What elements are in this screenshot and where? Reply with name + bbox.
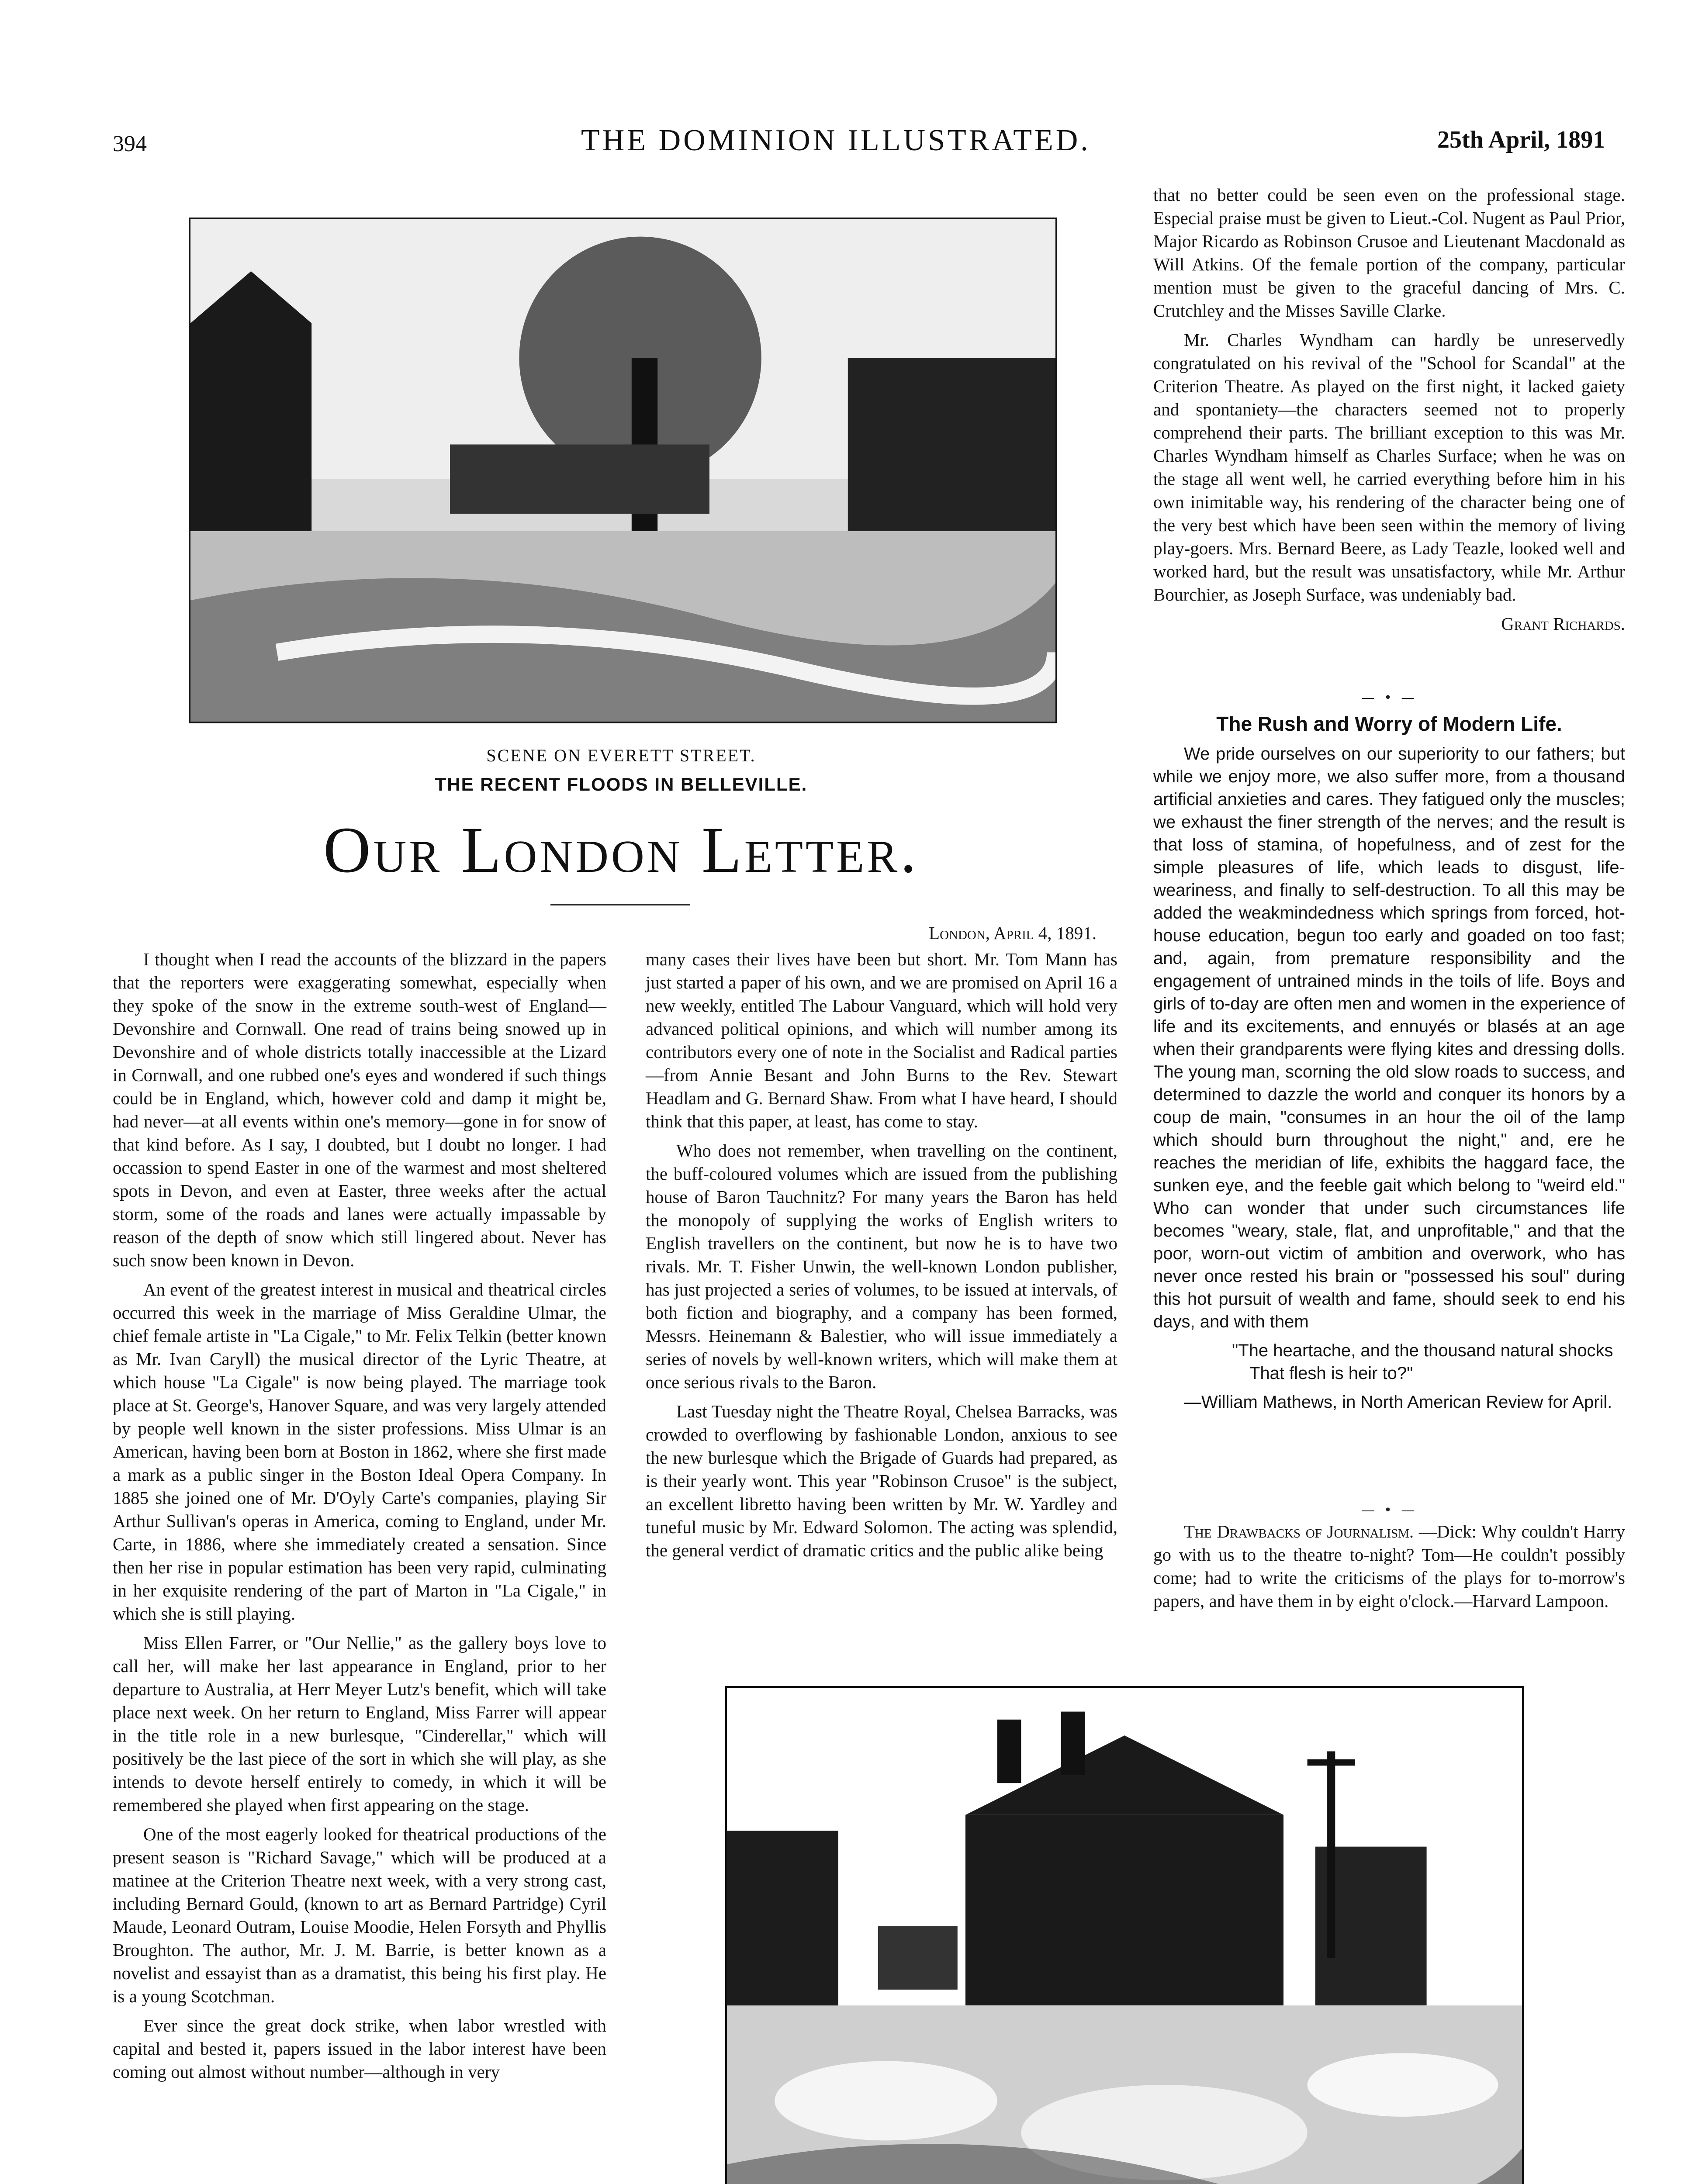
attribution: —William Mathews, in North American Review for April. — [1184, 1393, 1612, 1412]
drawbacks-text: —Dick: Why couldn't Harry go with us to the theatre to-night? Tom—He couldn't possibly come; had to write the criticisms of the plays for to-morrow's papers, and have them in by eight o'clock.—Harvard Lampoon. — [1153, 1521, 1626, 1611]
drawbacks-title: The Drawbacks of Journalism. — [1184, 1521, 1414, 1541]
paragraph: Ever since the great dock strike, when labor wrestled with capital and bested it, papers issued in the labor interest have been coming out almost without number—although in very — [113, 2015, 606, 2082]
sidebar-title: The Rush and Worry of Modern Life. — [1216, 712, 1562, 735]
ornament-divider: — • — — [1361, 690, 1417, 705]
drawbacks-item — [1153, 1520, 1625, 1613]
article-column-3 — [1153, 183, 1625, 636]
article-title: Our London Letter. — [323, 814, 919, 886]
article-column-1 — [113, 948, 606, 2090]
paragraph: Last Tuesday night the Theatre Royal, Chelsea Barracks, was crowded to overflowing by fashionable London, anxious to see the new burlesque which the Brigade of Guards had prepared, as is their yearly wont. This year "Robinson Crusoe" is the subject, an excellent libretto having been written by Mr. W. Yardley and tuneful music by Mr. Edward Solomon. The acting was splendid, the general verdict of dramatic critics and the public alike being — [646, 1401, 1117, 1560]
page-number: 394 — [113, 131, 147, 156]
article-column-2 — [646, 948, 1117, 1568]
sidebar-article — [1153, 743, 1625, 1420]
paragraph: Who does not remember, when travelling on the continent, the buff-coloured volumes which are issued from the publishing house of Baron Tauchnitz? For many years the Baron has held the monopoly of supplying the works of English writers to English travellers on the continent, but now he is to have two rivals. Mr. T. Fisher Unwin, the well-known London publisher, has just projected a series of volumes, to be issued at intervals, of both fiction and biography, and a company has been formed, Messrs. Heinemann & Balestier, who will issue immediately a series of novels by well-known writers, which will make them at once serious rivals to the Baron. — [646, 1140, 1117, 1392]
quote-line: "The heartache, and the thousand natural shocks — [1232, 1341, 1613, 1360]
paragraph: that no better could be seen even on the professional stage. Especial praise must be given to Lieut.-Col. Nugent as Paul Prior, Major Ricardo as Robinson Crusoe and Lieutenant Macdonald as Will Atkins. Of the female portion of the company, particular mention must be given to the graceful dancing of Mrs. C. Crutchley and the Misses Saville Clarke. — [1153, 185, 1625, 321]
dateline: London, April 4, 1891. — [929, 923, 1097, 943]
paragraph: We pride ourselves on our superiority to our fathers; but while we enjoy more, we also suffer more, from a thousand artificial anxieties and cares. They fatigued only the muscles; we exhaust the finer strength of the nerves; and the result is that loss of stamina, of hopefulness, and of zest for the simple pleasures of life, which leads to disgust, life-weariness, and finally to self-destruction. To all this may be added the weakmindedness which springs from forced, hot-house education, begun too early and goaded on too fast; and, again, from premature responsibility and the engagement of untrained minds in the toils of life. Boys and girls of to-day are often men and women in the experience of life and its excitements, and ennuyés or blasés at an age when their grandparents were flying kites and dressing dolls. The young man, scorning the old slow roads to success, and determined to dazzle the world and conquer its honors by a coup de main, "consumes in an hour the oil of the lamp which should burn throughout the night," and, ere he reaches the meridian of life, exhibits the haggard face, the sunken eye, and the feeble gait which belong to "weird eld." Who can wonder that under such circumstances life becomes "weary, stale, flat, and unprofitable," and that the poor, worn-out victim of ambition and overwork, who has never once rested his brain or "possessed his soul" during this hot pursuit of wealth and fame, should seek to end his days, and with them — [1153, 744, 1625, 1331]
issue-date: 25th April, 1891 — [1437, 126, 1605, 153]
title-divider — [550, 904, 690, 905]
journal-title: THE DOMINION ILLUSTRATED. — [581, 124, 1091, 157]
top-photo-caption: SCENE ON EVERETT STREET. — [486, 746, 756, 765]
paragraph: An event of the greatest interest in musical and theatrical circles occurred this week in the marriage of Miss Geraldine Ulmar, the chief female artiste in "La Cigale," to Mr. Felix Telkin (better known as Mr. Ivan Caryll) the musical director of the Lyric Theatre, at which house "La Cigale" is now being played. The marriage took place at St. George's, Hanover Square, and was very largely attended by people well known in the sister professions. Miss Ulmar is an American, having been born at Boston in 1862, where she first made a mark as a public singer in the Boston Ideal Opera Company. In 1885 she joined one of Mr. D'Oyly Carte's companies, playing Sir Arthur Sullivan's operas in America, coming to England, under Mr. Carte, in 1886, where she immediately created a sensation. Since then her rise in popular estimation has been very rapid, culminating in her exquisite rendering of the part of Marton in "La Cigale," in which she is still playing. — [113, 1279, 606, 1624]
paragraph: I thought when I read the accounts of the blizzard in the papers that the reporters were exaggerating somewhat, especially when they spoke of the snow in the extreme south-west of England—Devonshire and Cornwall. One read of trains being snowed up in Devonshire and of whole districts totally inaccessible at the Lizard in Cornwall, and one rubbed one's eyes and wondered if such things could be in England, which, however cold and damp it might be, had never—at all events within one's memory—gone in for snow of that kind before. As I say, I doubted, but I doubt no longer. I had occassion to spend Easter in one of the warmest and most sheltered spots in Devon, and even at Easter, three weeks after the actual storm, some of the roads and lanes were actually impassable by reason of the depth of snow which still lingered about. Never has such snow been known in Devon. — [113, 949, 606, 1270]
paragraph: Miss Ellen Farrer, or "Our Nellie," as the gallery boys love to call her, will make her last appearance in England, prior to her departure to Australia, at Herr Meyer Lutz's benefit, which will take place next week. On her return to England, Miss Farrer will appear in the title role in a new burlesque, "Cinderellar," which will positively be the last piece of the sort in which she will play, as she intends to devote herself entirely to comedy, in which it will be remembered she played when first appearing on the stage. — [113, 1633, 606, 1815]
top-photo — [189, 218, 1057, 723]
paragraph: many cases their lives have been but short. Mr. Tom Mann has just started a paper of his own, and we are promised on April 16 a new weekly, entitled The Labour Vanguard, which will hold very advanced political opinions, and which will number among its contributors every one of note in the Socialist and Radical parties—from Annie Besant and John Burns to the Rev. Stewart Headlam and G. Bernard Shaw. From what I have heard, I should think that this paper, at least, has come to stay. — [646, 949, 1117, 1131]
top-photo-subcaption: THE RECENT FLOODS IN BELLEVILLE. — [435, 774, 808, 795]
bottom-photo — [725, 1686, 1524, 2184]
quote-line: That flesh is heir to?" — [1249, 1364, 1413, 1383]
signature: Grant Richards. — [1501, 614, 1625, 634]
paragraph: One of the most eagerly looked for theatrical productions of the present season is "Richard Savage," which will be produced at a matinee at the Criterion Theatre next week, with a very strong cast, including Bernard Gould, (known to art as Bernard Partridge) Cyril Maude, Leonard Outram, Louise Moodie, Helen Forsyth and Phyllis Broughton. The author, Mr. J. M. Barrie, is better known as a novelist and essayist than as a dramatist, this being his first play. He is a young Scotchman. — [113, 1824, 606, 2006]
ornament-divider-2: — • — — [1361, 1503, 1417, 1518]
paragraph: Mr. Charles Wyndham can hardly be unreservedly congratulated on his revival of the "School for Scandal" at the Criterion Theatre. As played on the first night, it lacked gaiety and spontaniety—the characters seemed not to properly comprehend their parts. The brilliant exception to this was Mr. Charles Wyndham himself as Charles Surface; when he was on the stage all went well, he carried everything before him in his own inimitable way, his rendering of the character being one of the very best which have been seen within the memory of living play-goers. Mrs. Bernard Beere, as Lady Teazle, looked well and worked hard, but the result was unsatisfactory, while Mr. Arthur Bourchier, as Joseph Surface, was undeniably bad. — [1153, 330, 1625, 605]
